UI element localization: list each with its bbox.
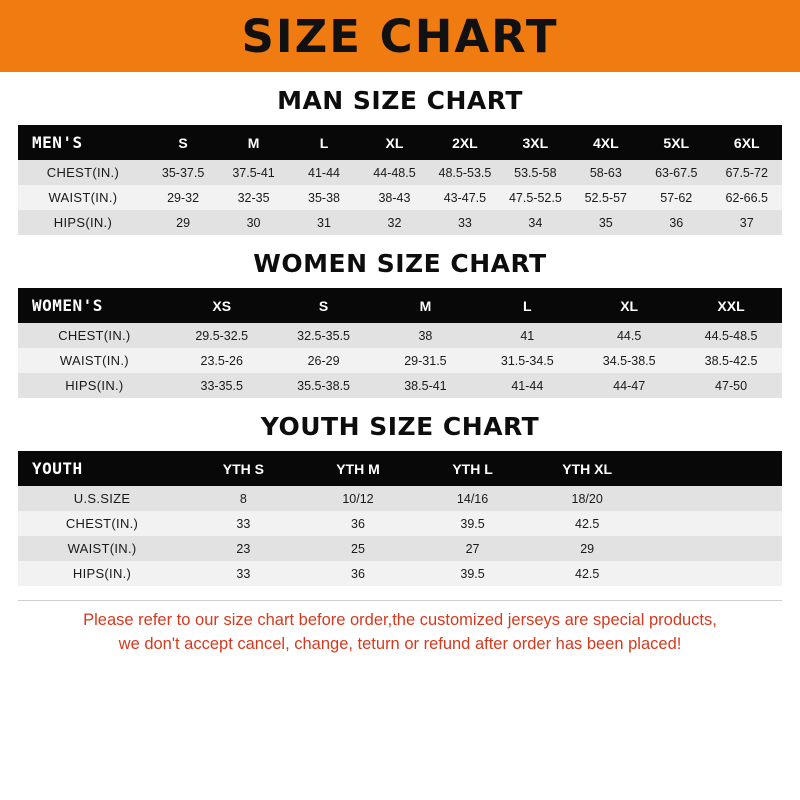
- table-cell: 41: [520, 328, 535, 343]
- row-header: HIPS(IN.): [53, 215, 113, 230]
- column-header: 5XL: [663, 134, 690, 151]
- table-cell: 47-50: [715, 378, 748, 393]
- table-row: [18, 561, 782, 586]
- table-cell: 44.5-48.5: [704, 328, 758, 343]
- table-header-row: [18, 125, 782, 160]
- column-header: 3XL: [522, 134, 549, 151]
- column-header: 4XL: [592, 134, 619, 151]
- table-cell: 47.5-52.5: [508, 190, 562, 205]
- table-cell: 31: [317, 215, 331, 230]
- table-cell: 23.5-26: [200, 353, 243, 368]
- table-cell: 36: [351, 566, 365, 581]
- row-header: HIPS(IN.): [72, 566, 132, 581]
- row-header: CHEST(IN.): [58, 328, 131, 343]
- table-cell: 38: [418, 328, 433, 343]
- table-cell: 38-43: [378, 190, 411, 205]
- table-cell: 67.5-72: [725, 165, 768, 180]
- table-cell: 52.5-57: [584, 190, 628, 205]
- table-cell: 42.5: [575, 516, 600, 531]
- table-row: [18, 373, 782, 398]
- column-header: XS: [212, 297, 232, 314]
- footer-note: [18, 600, 782, 667]
- column-header: XL: [385, 134, 404, 151]
- column-header: XL: [620, 297, 639, 314]
- table-row: [18, 160, 782, 185]
- table-cell: 62-66.5: [725, 190, 768, 205]
- table-cell-empty: [644, 536, 782, 561]
- column-header: MEN'S: [32, 133, 83, 152]
- table-cell: 32.5-35.5: [297, 328, 350, 343]
- table-youth-sizes: [18, 451, 782, 586]
- table-cell: 32-35: [237, 190, 270, 205]
- table-cell: 39.5: [460, 516, 485, 531]
- section-title-man: MAN SIZE CHART: [277, 86, 523, 115]
- table-cell: 41-44: [511, 378, 544, 393]
- column-header: WOMEN'S: [32, 296, 103, 315]
- table-cell: 39.5: [460, 566, 485, 581]
- table-row: [18, 486, 782, 511]
- row-header: HIPS(IN.): [65, 378, 124, 393]
- table-header-row: [18, 288, 782, 323]
- table-cell: 10/12: [342, 491, 374, 506]
- table-row: [18, 323, 782, 348]
- table-cell: 36: [669, 215, 684, 230]
- table-cell: 14/16: [456, 491, 489, 506]
- table-cell: 18/20: [571, 491, 603, 506]
- table-cell: 34.5-38.5: [602, 353, 656, 368]
- table-cell: 29: [580, 541, 595, 556]
- table-cell-empty: [644, 511, 782, 536]
- table-cell: 33: [457, 215, 472, 230]
- table-cell: 31.5-34.5: [500, 353, 554, 368]
- column-header: YOUTH: [32, 459, 83, 478]
- table-cell: 29-31.5: [404, 353, 447, 368]
- table-cell-empty: [644, 486, 782, 511]
- table-cell: 42.5: [575, 566, 600, 581]
- table-cell: 33-35.5: [200, 378, 243, 393]
- table-row: [18, 511, 782, 536]
- table-cell: 35-38: [308, 190, 340, 205]
- table-cell: 35-37.5: [161, 165, 205, 180]
- table-cell: 63-67.5: [655, 165, 698, 180]
- table-cell: 44-48.5: [373, 165, 416, 180]
- table-women-sizes: [18, 288, 782, 398]
- section-man: [18, 86, 782, 235]
- table-cell: 53.5-58: [514, 165, 557, 180]
- chart-content: [0, 72, 800, 800]
- table-cell: 8: [239, 491, 247, 506]
- table-man-sizes: [18, 125, 782, 235]
- table-row: [18, 185, 782, 210]
- table-cell: 29: [176, 215, 191, 230]
- row-header: CHEST(IN.): [65, 516, 139, 531]
- table-row: [18, 348, 782, 373]
- page-banner: [0, 0, 800, 72]
- column-header: YTH L: [452, 460, 493, 477]
- note-line-1: Please refer to our size chart before order,the customized jerseys are special products,: [83, 611, 717, 629]
- table-row: [18, 210, 782, 235]
- row-header: CHEST(IN.): [46, 165, 120, 180]
- column-header: M: [419, 297, 432, 314]
- table-cell: 23: [236, 541, 251, 556]
- table-cell: 30: [246, 215, 261, 230]
- table-cell: 57-62: [660, 190, 693, 205]
- column-header: 6XL: [733, 134, 760, 151]
- table-header-row: [18, 451, 782, 486]
- table-cell: 58-63: [589, 165, 622, 180]
- row-header: WAIST(IN.): [48, 190, 118, 205]
- table-cell: 29-32: [167, 190, 200, 205]
- table-row: [18, 536, 782, 561]
- column-header: YTH XL: [562, 460, 613, 477]
- table-cell: 35: [598, 215, 613, 230]
- column-header: L: [523, 297, 532, 314]
- column-header: M: [247, 134, 260, 151]
- column-header: S: [318, 297, 329, 314]
- table-cell: 48.5-53.5: [438, 165, 492, 180]
- table-cell: 41-44: [308, 165, 340, 180]
- column-header: XXL: [717, 297, 745, 314]
- table-cell: 44-47: [613, 378, 646, 393]
- table-cell: 25: [351, 541, 365, 556]
- row-header: WAIST(IN.): [59, 353, 129, 368]
- page-title: SIZE CHART: [241, 9, 559, 63]
- table-cell-empty: [644, 561, 782, 586]
- table-cell: 43-47.5: [443, 190, 487, 205]
- table-cell: 34: [528, 215, 543, 230]
- note-line-2: we don't accept cancel, change, teturn or refund after order has been placed!: [118, 634, 682, 653]
- table-cell: 38.5-41: [404, 378, 447, 393]
- table-cell: 29.5-32.5: [195, 328, 249, 343]
- column-header: S: [178, 134, 188, 151]
- section-youth: [18, 412, 782, 586]
- table-cell: 37: [739, 215, 754, 230]
- column-header: YTH S: [222, 460, 264, 477]
- row-header: U.S.SIZE: [73, 491, 131, 506]
- table-cell: 26-29: [307, 353, 340, 368]
- column-header-empty: [644, 451, 782, 486]
- table-cell: 36: [351, 516, 365, 531]
- table-cell: 35.5-38.5: [297, 378, 350, 393]
- section-women: [18, 249, 782, 398]
- table-cell: 33: [236, 566, 251, 581]
- table-cell: 32: [387, 215, 402, 230]
- column-header: 2XL: [452, 134, 478, 151]
- column-header: L: [319, 134, 329, 151]
- row-header: WAIST(IN.): [67, 541, 137, 556]
- table-cell: 33: [236, 516, 251, 531]
- table-cell: 44.5: [616, 328, 642, 343]
- column-header: YTH M: [336, 460, 380, 477]
- table-cell: 37.5-41: [232, 165, 275, 180]
- section-title-women: WOMEN SIZE CHART: [253, 249, 547, 278]
- table-cell: 38.5-42.5: [704, 353, 758, 368]
- table-cell: 27: [465, 541, 480, 556]
- section-title-youth: YOUTH SIZE CHART: [260, 412, 540, 441]
